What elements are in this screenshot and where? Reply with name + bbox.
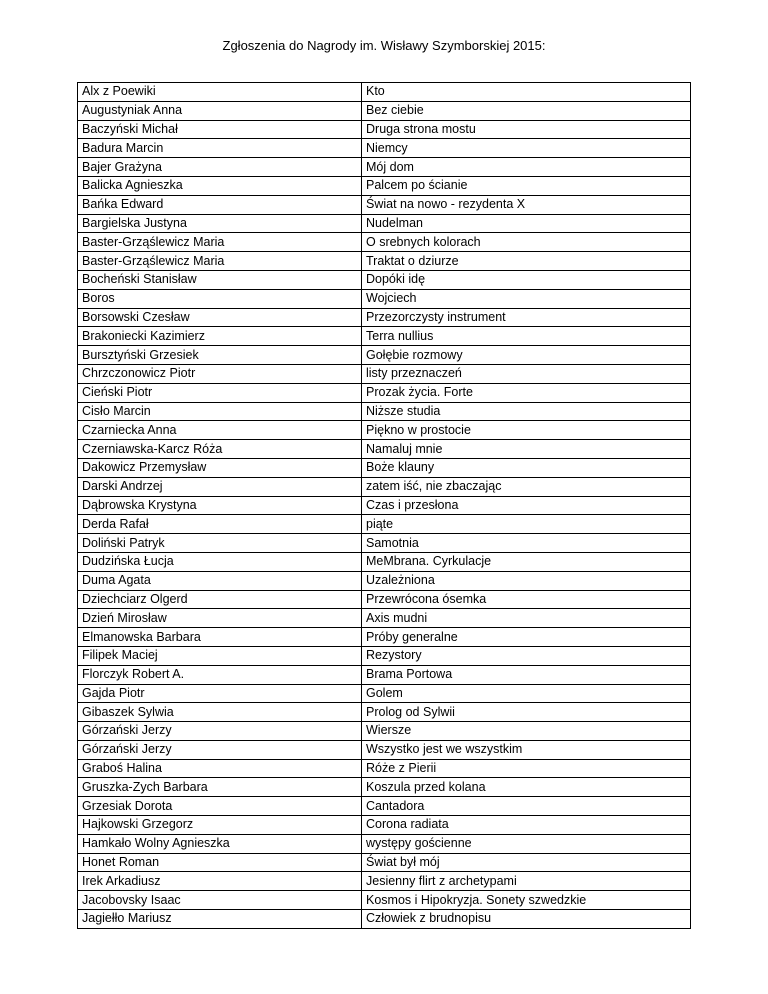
table-row — [78, 289, 691, 308]
author-cell: Dudzińska Łucja — [78, 552, 362, 571]
author-cell: Filipek Maciej — [78, 646, 362, 665]
table-row — [78, 571, 691, 590]
author-cell: Augustyniak Anna — [78, 101, 362, 120]
table-row — [78, 195, 691, 214]
author-cell: Hajkowski Grzegorz — [78, 816, 362, 835]
author-cell: Badura Marcin — [78, 139, 362, 158]
author-cell: Brakoniecki Kazimierz — [78, 327, 362, 346]
title-cell: MeMbrana. Cyrkulacje — [362, 552, 691, 571]
table-row — [78, 797, 691, 816]
title-cell: Koszula przed kolana — [362, 778, 691, 797]
table-row — [78, 270, 691, 289]
table-row — [78, 364, 691, 383]
table-row — [78, 308, 691, 327]
author-cell: Górzański Jerzy — [78, 740, 362, 759]
title-cell: Świat na nowo - rezydenta X — [362, 195, 691, 214]
title-cell: Niemcy — [362, 139, 691, 158]
title-cell: występy gościenne — [362, 834, 691, 853]
title-cell: Corona radiata — [362, 816, 691, 835]
author-cell: Bocheński Stanisław — [78, 270, 362, 289]
title-cell: Cantadora — [362, 797, 691, 816]
title-cell: Nudelman — [362, 214, 691, 233]
title-cell: Czas i przesłona — [362, 496, 691, 515]
entries-table — [77, 82, 691, 929]
table-row — [78, 421, 691, 440]
table-row — [78, 252, 691, 271]
title-cell: Przezorczysty instrument — [362, 308, 691, 327]
author-cell: Jagiełło Mariusz — [78, 910, 362, 929]
author-cell: Graboś Halina — [78, 759, 362, 778]
author-cell: Honet Roman — [78, 853, 362, 872]
author-cell: Baster-Grząślewicz Maria — [78, 233, 362, 252]
title-cell: Wszystko jest we wszystkim — [362, 740, 691, 759]
author-cell: Alx z Poewiki — [78, 83, 362, 102]
author-cell: Dziechciarz Olgerd — [78, 590, 362, 609]
author-cell: Cieński Piotr — [78, 383, 362, 402]
table-row — [78, 590, 691, 609]
author-cell: Boros — [78, 289, 362, 308]
table-row — [78, 684, 691, 703]
table-row — [78, 214, 691, 233]
author-cell: Borsowski Czesław — [78, 308, 362, 327]
title-cell: Traktat o dziurze — [362, 252, 691, 271]
author-cell: Irek Arkadiusz — [78, 872, 362, 891]
title-cell: Świat był mój — [362, 853, 691, 872]
author-cell: Bańka Edward — [78, 195, 362, 214]
title-cell: zatem iść, nie zbaczając — [362, 477, 691, 496]
author-cell: Elmanowska Barbara — [78, 628, 362, 647]
author-cell: Dąbrowska Krystyna — [78, 496, 362, 515]
table-row — [78, 910, 691, 929]
table-row — [78, 665, 691, 684]
title-cell: Palcem po ścianie — [362, 176, 691, 195]
author-cell: Florczyk Robert A. — [78, 665, 362, 684]
table-row — [78, 740, 691, 759]
author-cell: Balicka Agnieszka — [78, 176, 362, 195]
title-cell: Wojciech — [362, 289, 691, 308]
title-cell: Niższe studia — [362, 402, 691, 421]
title-cell: Prozak życia. Forte — [362, 383, 691, 402]
author-cell: Darski Andrzej — [78, 477, 362, 496]
author-cell: Dzień Mirosław — [78, 609, 362, 628]
title-cell: Golem — [362, 684, 691, 703]
author-cell: Baster-Grząślewicz Maria — [78, 252, 362, 271]
title-cell: Samotnia — [362, 534, 691, 553]
author-cell: Dakowicz Przemysław — [78, 458, 362, 477]
title-cell: Kosmos i Hipokryzja. Sonety szwedzkie — [362, 891, 691, 910]
table-row — [78, 477, 691, 496]
table-row — [78, 139, 691, 158]
table-row — [78, 83, 691, 102]
table-row — [78, 646, 691, 665]
author-cell: Bursztyński Grzesiek — [78, 346, 362, 365]
author-cell: Grzesiak Dorota — [78, 797, 362, 816]
title-cell: Jesienny flirt z archetypami — [362, 872, 691, 891]
table-row — [78, 440, 691, 459]
table-row — [78, 534, 691, 553]
author-cell: Derda Rafał — [78, 515, 362, 534]
author-cell: Gajda Piotr — [78, 684, 362, 703]
title-cell: Próby generalne — [362, 628, 691, 647]
table-row — [78, 458, 691, 477]
title-cell: piąte — [362, 515, 691, 534]
entries-table-body — [78, 83, 691, 929]
author-cell: Gibaszek Sylwia — [78, 703, 362, 722]
title-cell: Wiersze — [362, 722, 691, 741]
title-cell: Prolog od Sylwii — [362, 703, 691, 722]
table-row — [78, 158, 691, 177]
table-row — [78, 120, 691, 139]
table-row — [78, 722, 691, 741]
title-cell: listy przeznaczeń — [362, 364, 691, 383]
title-cell: Druga strona mostu — [362, 120, 691, 139]
author-cell: Baczyński Michał — [78, 120, 362, 139]
table-row — [78, 853, 691, 872]
author-cell: Chrzczonowicz Piotr — [78, 364, 362, 383]
title-cell: O srebnych kolorach — [362, 233, 691, 252]
title-cell: Przewrócona ósemka — [362, 590, 691, 609]
table-row — [78, 383, 691, 402]
author-cell: Czarniecka Anna — [78, 421, 362, 440]
title-cell: Axis mudni — [362, 609, 691, 628]
title-cell: Mój dom — [362, 158, 691, 177]
author-cell: Hamkało Wolny Agnieszka — [78, 834, 362, 853]
page-title: Zgłoszenia do Nagrody im. Wisławy Szymborskiej 2015: — [222, 38, 546, 53]
title-cell: Namaluj mnie — [362, 440, 691, 459]
table-row — [78, 891, 691, 910]
table-row — [78, 778, 691, 797]
title-cell: Dopóki idę — [362, 270, 691, 289]
author-cell: Duma Agata — [78, 571, 362, 590]
title-cell: Boże klauny — [362, 458, 691, 477]
table-row — [78, 496, 691, 515]
table-row — [78, 233, 691, 252]
author-cell: Jacobovsky Isaac — [78, 891, 362, 910]
table-row — [78, 703, 691, 722]
author-cell: Doliński Patryk — [78, 534, 362, 553]
table-row — [78, 609, 691, 628]
table-row — [78, 759, 691, 778]
title-cell: Róże z Pierii — [362, 759, 691, 778]
author-cell: Górzański Jerzy — [78, 722, 362, 741]
table-row — [78, 402, 691, 421]
title-cell: Piękno w prostocie — [362, 421, 691, 440]
table-row — [78, 176, 691, 195]
author-cell: Cisło Marcin — [78, 402, 362, 421]
table-row — [78, 515, 691, 534]
title-cell: Człowiek z brudnopisu — [362, 910, 691, 929]
title-cell: Bez ciebie — [362, 101, 691, 120]
author-cell: Bajer Grażyna — [78, 158, 362, 177]
table-row — [78, 101, 691, 120]
title-cell: Gołębie rozmowy — [362, 346, 691, 365]
author-cell: Czerniawska-Karcz Róża — [78, 440, 362, 459]
table-row — [78, 834, 691, 853]
title-cell: Uzależniona — [362, 571, 691, 590]
table-row — [78, 346, 691, 365]
author-cell: Gruszka-Zych Barbara — [78, 778, 362, 797]
table-row — [78, 628, 691, 647]
table-row — [78, 327, 691, 346]
table-row — [78, 816, 691, 835]
title-cell: Brama Portowa — [362, 665, 691, 684]
title-cell: Rezystory — [362, 646, 691, 665]
author-cell: Bargielska Justyna — [78, 214, 362, 233]
title-cell: Kto — [362, 83, 691, 102]
title-cell: Terra nullius — [362, 327, 691, 346]
table-row — [78, 872, 691, 891]
table-row — [78, 552, 691, 571]
